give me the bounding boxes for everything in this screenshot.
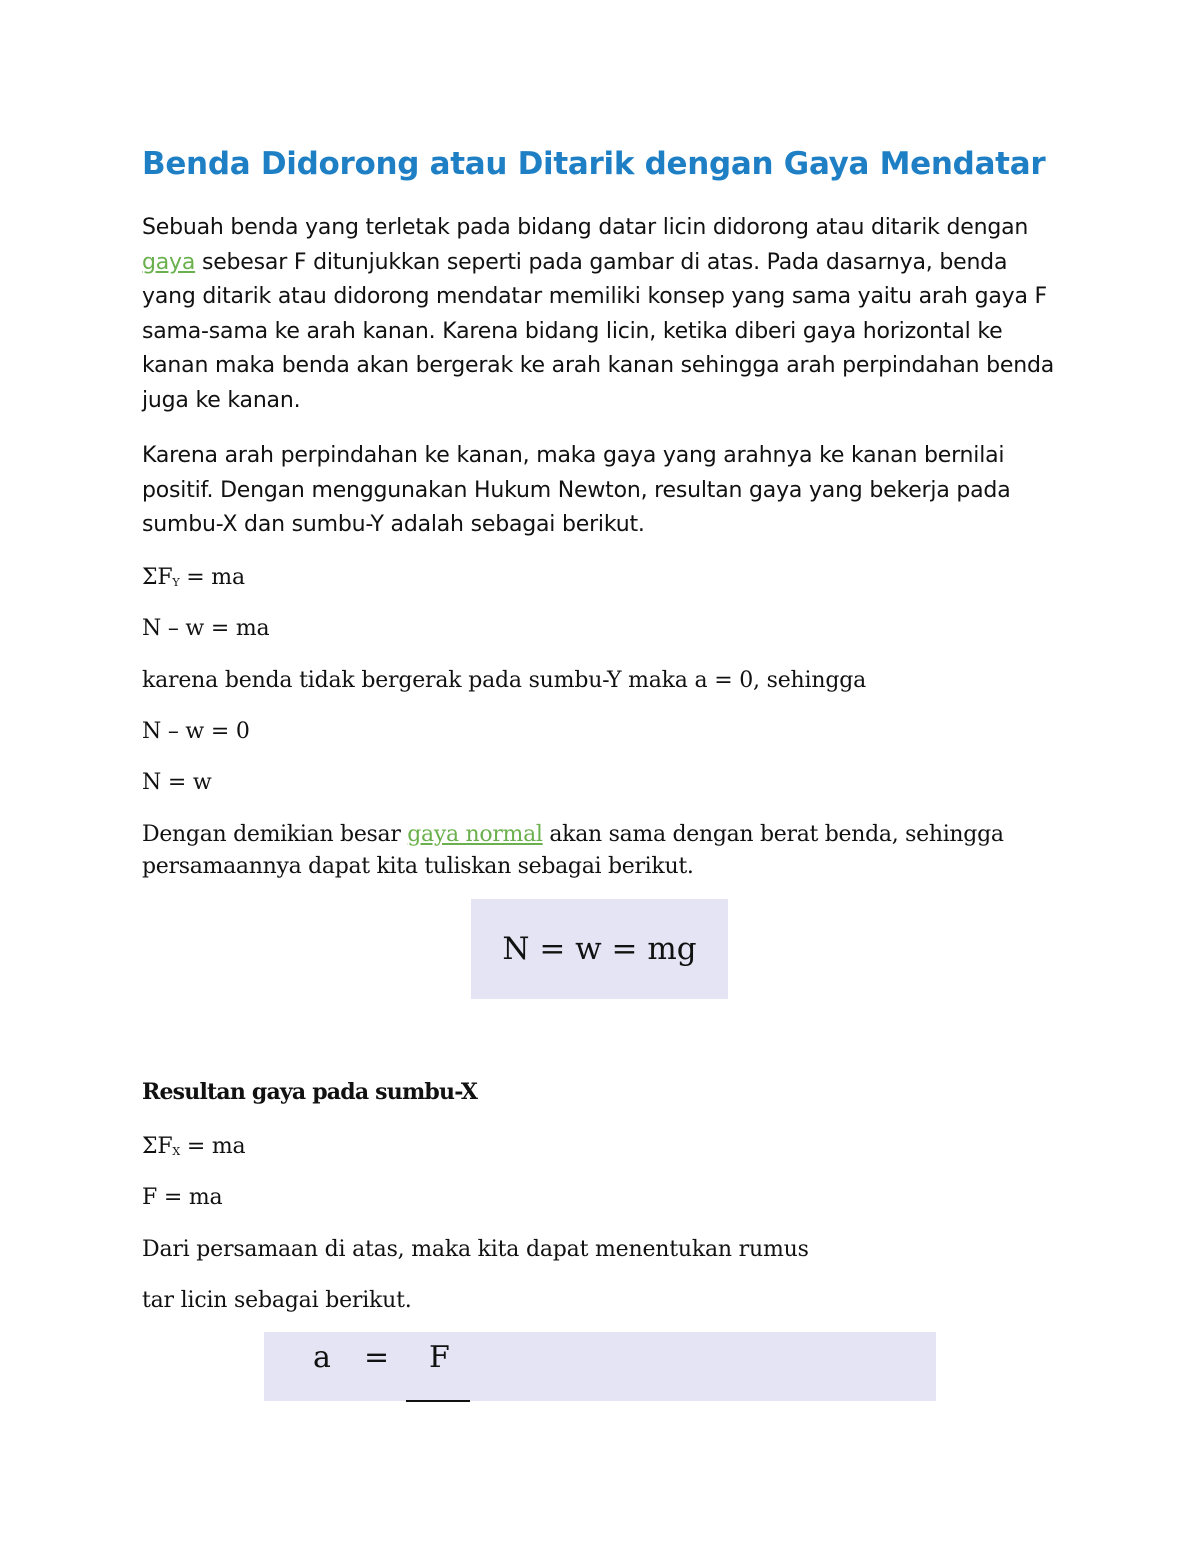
equation-rhs: = ma xyxy=(179,565,245,590)
equation-sum-fx xyxy=(142,1131,245,1168)
fraction-bar xyxy=(406,1400,470,1402)
gaya-link[interactable]: gaya xyxy=(142,249,196,275)
formula-numerator: F xyxy=(429,1340,450,1375)
formula-normal-text: N = w = mg xyxy=(502,931,697,967)
intro-text-start: Sebuah benda yang terletak pada bidang datar licin didorong atau ditarik dengan xyxy=(142,215,1029,240)
tar-licin-line: tar licin sebagai berikut. xyxy=(142,1288,412,1313)
equation-n-equals-w: N = w xyxy=(142,770,212,795)
equation-n-minus-w-zero: N – w = 0 xyxy=(142,719,250,744)
equation-rhs: = ma xyxy=(180,1134,246,1159)
gaya-normal-link[interactable]: gaya normal xyxy=(407,822,543,847)
formula-lhs: a xyxy=(313,1340,331,1375)
subscript-x: X xyxy=(172,1145,181,1158)
formula-box-acceleration xyxy=(264,1332,936,1401)
equation-n-minus-w-ma: N – w = ma xyxy=(142,616,270,641)
newton-paragraph: Karena arah perpindahan ke kanan, maka gaya yang arahnya ke kanan bernilai positif. Dengan menggunakan Hukum Newton, resultan gaya yang bekerja pada sumbu-X dan sumbu-Y adalah sebagai berikut. xyxy=(142,443,1011,537)
sigma-f-label: ΣF xyxy=(142,565,173,590)
section-heading-x: Resultan gaya pada sumbu-X xyxy=(142,1079,478,1105)
page-title: Benda Didorong atau Ditarik dengan Gaya Mendatar xyxy=(142,146,1046,182)
subscript-y: Y xyxy=(172,576,180,589)
formula-equals: = xyxy=(364,1340,390,1375)
dari-line: Dari persamaan di atas, maka kita dapat menentukan rumus xyxy=(142,1237,809,1262)
formula-box-normal xyxy=(471,899,728,999)
equation-sum-fy xyxy=(142,562,245,599)
normal-force-paragraph xyxy=(142,819,1072,883)
karena-line: karena benda tidak bergerak pada sumbu-Y maka a = 0, sehingga xyxy=(142,668,867,693)
intro-text-end: sebesar F ditunjukkan seperti pada gambar di atas. Pada dasarnya, benda yang ditarik atau didorong mendatar memiliki konsep yang sama yaitu arah gaya F sama-sama ke arah kanan. Karena bidang licin, ketika diberi gaya horizontal ke kanan maka benda akan bergerak ke arah kanan sehingga arah perpindahan benda juga ke kanan. xyxy=(142,249,1055,413)
normal-text-end: akan sama dengan berat benda, sehingga persamaannya dapat kita tuliskan sebagai berikut. xyxy=(142,822,1004,879)
equation-f-ma: F = ma xyxy=(142,1185,223,1210)
intro-paragraph xyxy=(142,211,1062,418)
sigma-f-label: ΣF xyxy=(142,1134,173,1159)
normal-text-start: Dengan demikian besar xyxy=(142,822,408,847)
